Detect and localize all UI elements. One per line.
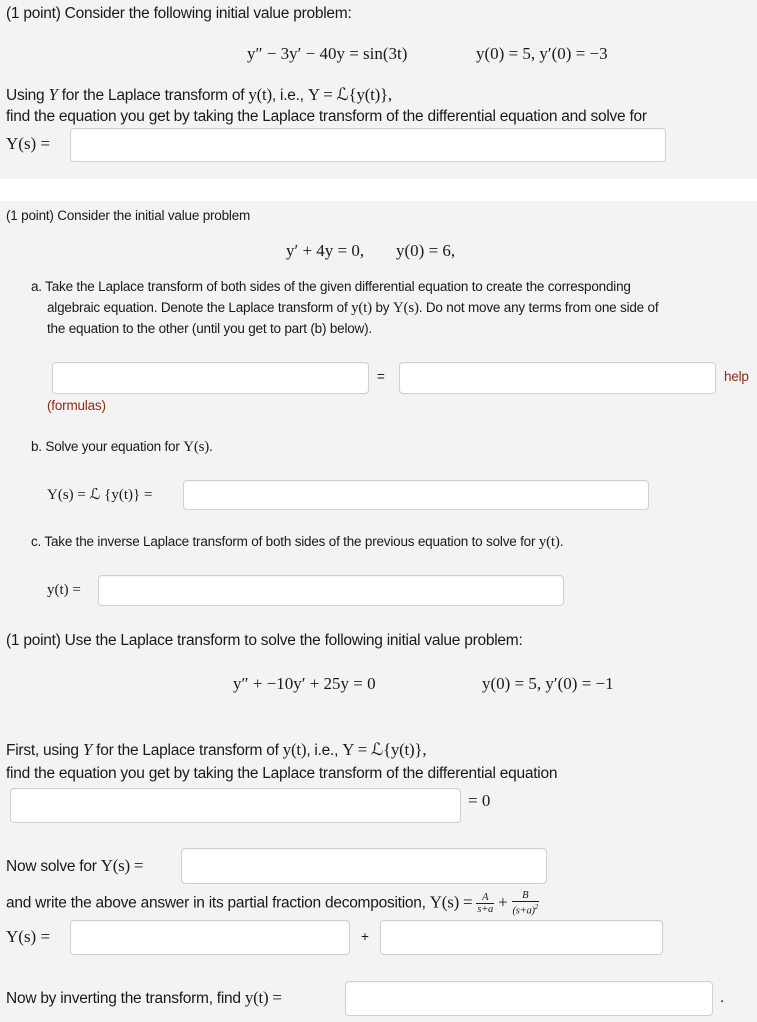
problem-3-pfd-term-1-input[interactable] xyxy=(70,920,350,955)
text: b. Solve your equation for xyxy=(31,439,180,454)
math-yt: y(t) xyxy=(282,740,307,759)
part-b-answer-label: Y(s) = ℒ {y(t)} = xyxy=(47,487,153,503)
fraction-A-over-s-plus-a xyxy=(476,892,494,915)
problem-3-initial-conditions: y(0) = 5, y′(0) = −1 xyxy=(482,674,614,693)
text: Using xyxy=(6,87,45,104)
exponent: 2 xyxy=(534,903,538,911)
math-Y: Y xyxy=(48,85,58,104)
problem-1-equation: y″ − 3y′ − 40y = sin(3t) xyxy=(247,44,408,63)
math-yt: y(t) xyxy=(351,300,372,316)
text: for the Laplace transform of xyxy=(61,87,245,104)
part-c-answer-label: y(t) = xyxy=(47,582,81,598)
part-c-prompt xyxy=(31,534,563,551)
problem-3-transform-input[interactable] xyxy=(10,788,461,823)
text: and write the above answer in its partial fraction decomposition, xyxy=(6,894,426,912)
math-yt: y(t) xyxy=(248,85,272,104)
problem-1-instruction-line-2: find the equation you get by taking the Laplace transform of the differential equation and solve for xyxy=(6,108,647,125)
math-Ys: Y(s) = xyxy=(100,856,144,875)
problem-3-yt-input[interactable] xyxy=(345,981,713,1016)
problem-3-heading: (1 point) Use the Laplace transform to solve the following initial value problem: xyxy=(6,632,523,649)
problem-2-equation: y′ + 4y = 0, xyxy=(286,241,365,260)
pfd-plus-sign: + xyxy=(361,929,369,944)
part-a-line-3: the equation to the other (until you get to part (b) below). xyxy=(47,321,372,336)
trailing-period: . xyxy=(720,989,725,1006)
part-c-yt-input[interactable] xyxy=(98,575,564,606)
part-a-lhs-input[interactable] xyxy=(52,362,369,394)
text: algebraic equation. Denote the Laplace transform of xyxy=(47,300,348,315)
problem-1-answer-label: Y(s) = xyxy=(6,134,51,153)
math-yt: y(t) = xyxy=(244,988,282,1007)
denominator: s+a xyxy=(477,903,494,915)
part-b-prompt xyxy=(31,439,213,456)
fraction-B-over-s-plus-a-squared xyxy=(512,890,539,917)
math-Ys: Y(s) = xyxy=(429,892,473,912)
problem-2-3-panel xyxy=(0,201,757,1022)
math-Y: Y xyxy=(82,740,93,759)
equals-zero: = 0 xyxy=(468,791,491,810)
text: . xyxy=(209,439,213,454)
math-Ys: Y(s) xyxy=(392,300,419,316)
text: Now by inverting the transform, find xyxy=(6,990,241,1007)
problem-1-Ys-input[interactable] xyxy=(70,128,666,162)
text: First, using xyxy=(6,742,79,759)
problem-2-initial-condition: y(0) = 6, xyxy=(396,241,456,260)
math-Ys: Y(s) xyxy=(183,439,210,455)
text: by xyxy=(375,300,390,315)
numerator: A xyxy=(476,892,494,904)
problem-3-invert-label xyxy=(6,988,282,1008)
numerator: B xyxy=(512,890,539,902)
problem-3-instruction-line-2: find the equation you get by taking the Laplace transform of the differential equation xyxy=(6,765,558,782)
problem-3-pfd-line xyxy=(6,890,539,917)
plus-sign: + xyxy=(498,892,508,912)
text: c. Take the inverse Laplace transform of both sides of the previous equation to solve for xyxy=(31,534,536,549)
problem-3-pfd-answer-label: Y(s) = xyxy=(6,927,51,946)
text: , i.e., xyxy=(306,742,339,759)
problem-3-Ys-input[interactable] xyxy=(181,848,547,884)
problem-3-instruction-line-1 xyxy=(6,740,426,760)
text: for the Laplace transform of xyxy=(96,742,279,759)
problem-2-heading: (1 point) Consider the initial value problem xyxy=(6,208,251,223)
problem-1-panel xyxy=(0,0,757,179)
part-a-line-1: a. Take the Laplace transform of both sides of the given differential equation to create the corresponding xyxy=(31,279,631,294)
problem-3-solve-label xyxy=(6,856,143,876)
part-a-rhs-input[interactable] xyxy=(399,362,716,394)
text: Now solve for xyxy=(6,858,97,875)
problem-1-initial-conditions: y(0) = 5, y′(0) = −3 xyxy=(476,44,608,63)
problem-3-equation: y″ + −10y′ + 25y = 0 xyxy=(233,674,376,693)
math-yt: y(t) xyxy=(538,534,560,550)
problem-1-instruction-line-1 xyxy=(6,85,392,105)
denominator: (s+a) xyxy=(512,905,535,917)
text: , i.e., xyxy=(271,87,304,104)
formulas-link[interactable]: (formulas) xyxy=(47,398,106,413)
part-a-equals-sign: = xyxy=(377,369,385,384)
problem-3-pfd-term-2-input[interactable] xyxy=(380,920,663,955)
part-b-Ys-input[interactable] xyxy=(183,480,649,510)
text: . Do not move any terms from one side of xyxy=(418,300,659,315)
text: . xyxy=(559,534,564,549)
problem-1-heading: (1 point) Consider the following initial value problem: xyxy=(6,5,352,22)
math-laplace-def: Y = ℒ{y(t)}, xyxy=(342,740,427,759)
part-a-line-2 xyxy=(47,300,658,317)
help-link[interactable]: help xyxy=(724,369,749,384)
math-laplace-def: Y = ℒ{y(t)}, xyxy=(307,85,392,104)
